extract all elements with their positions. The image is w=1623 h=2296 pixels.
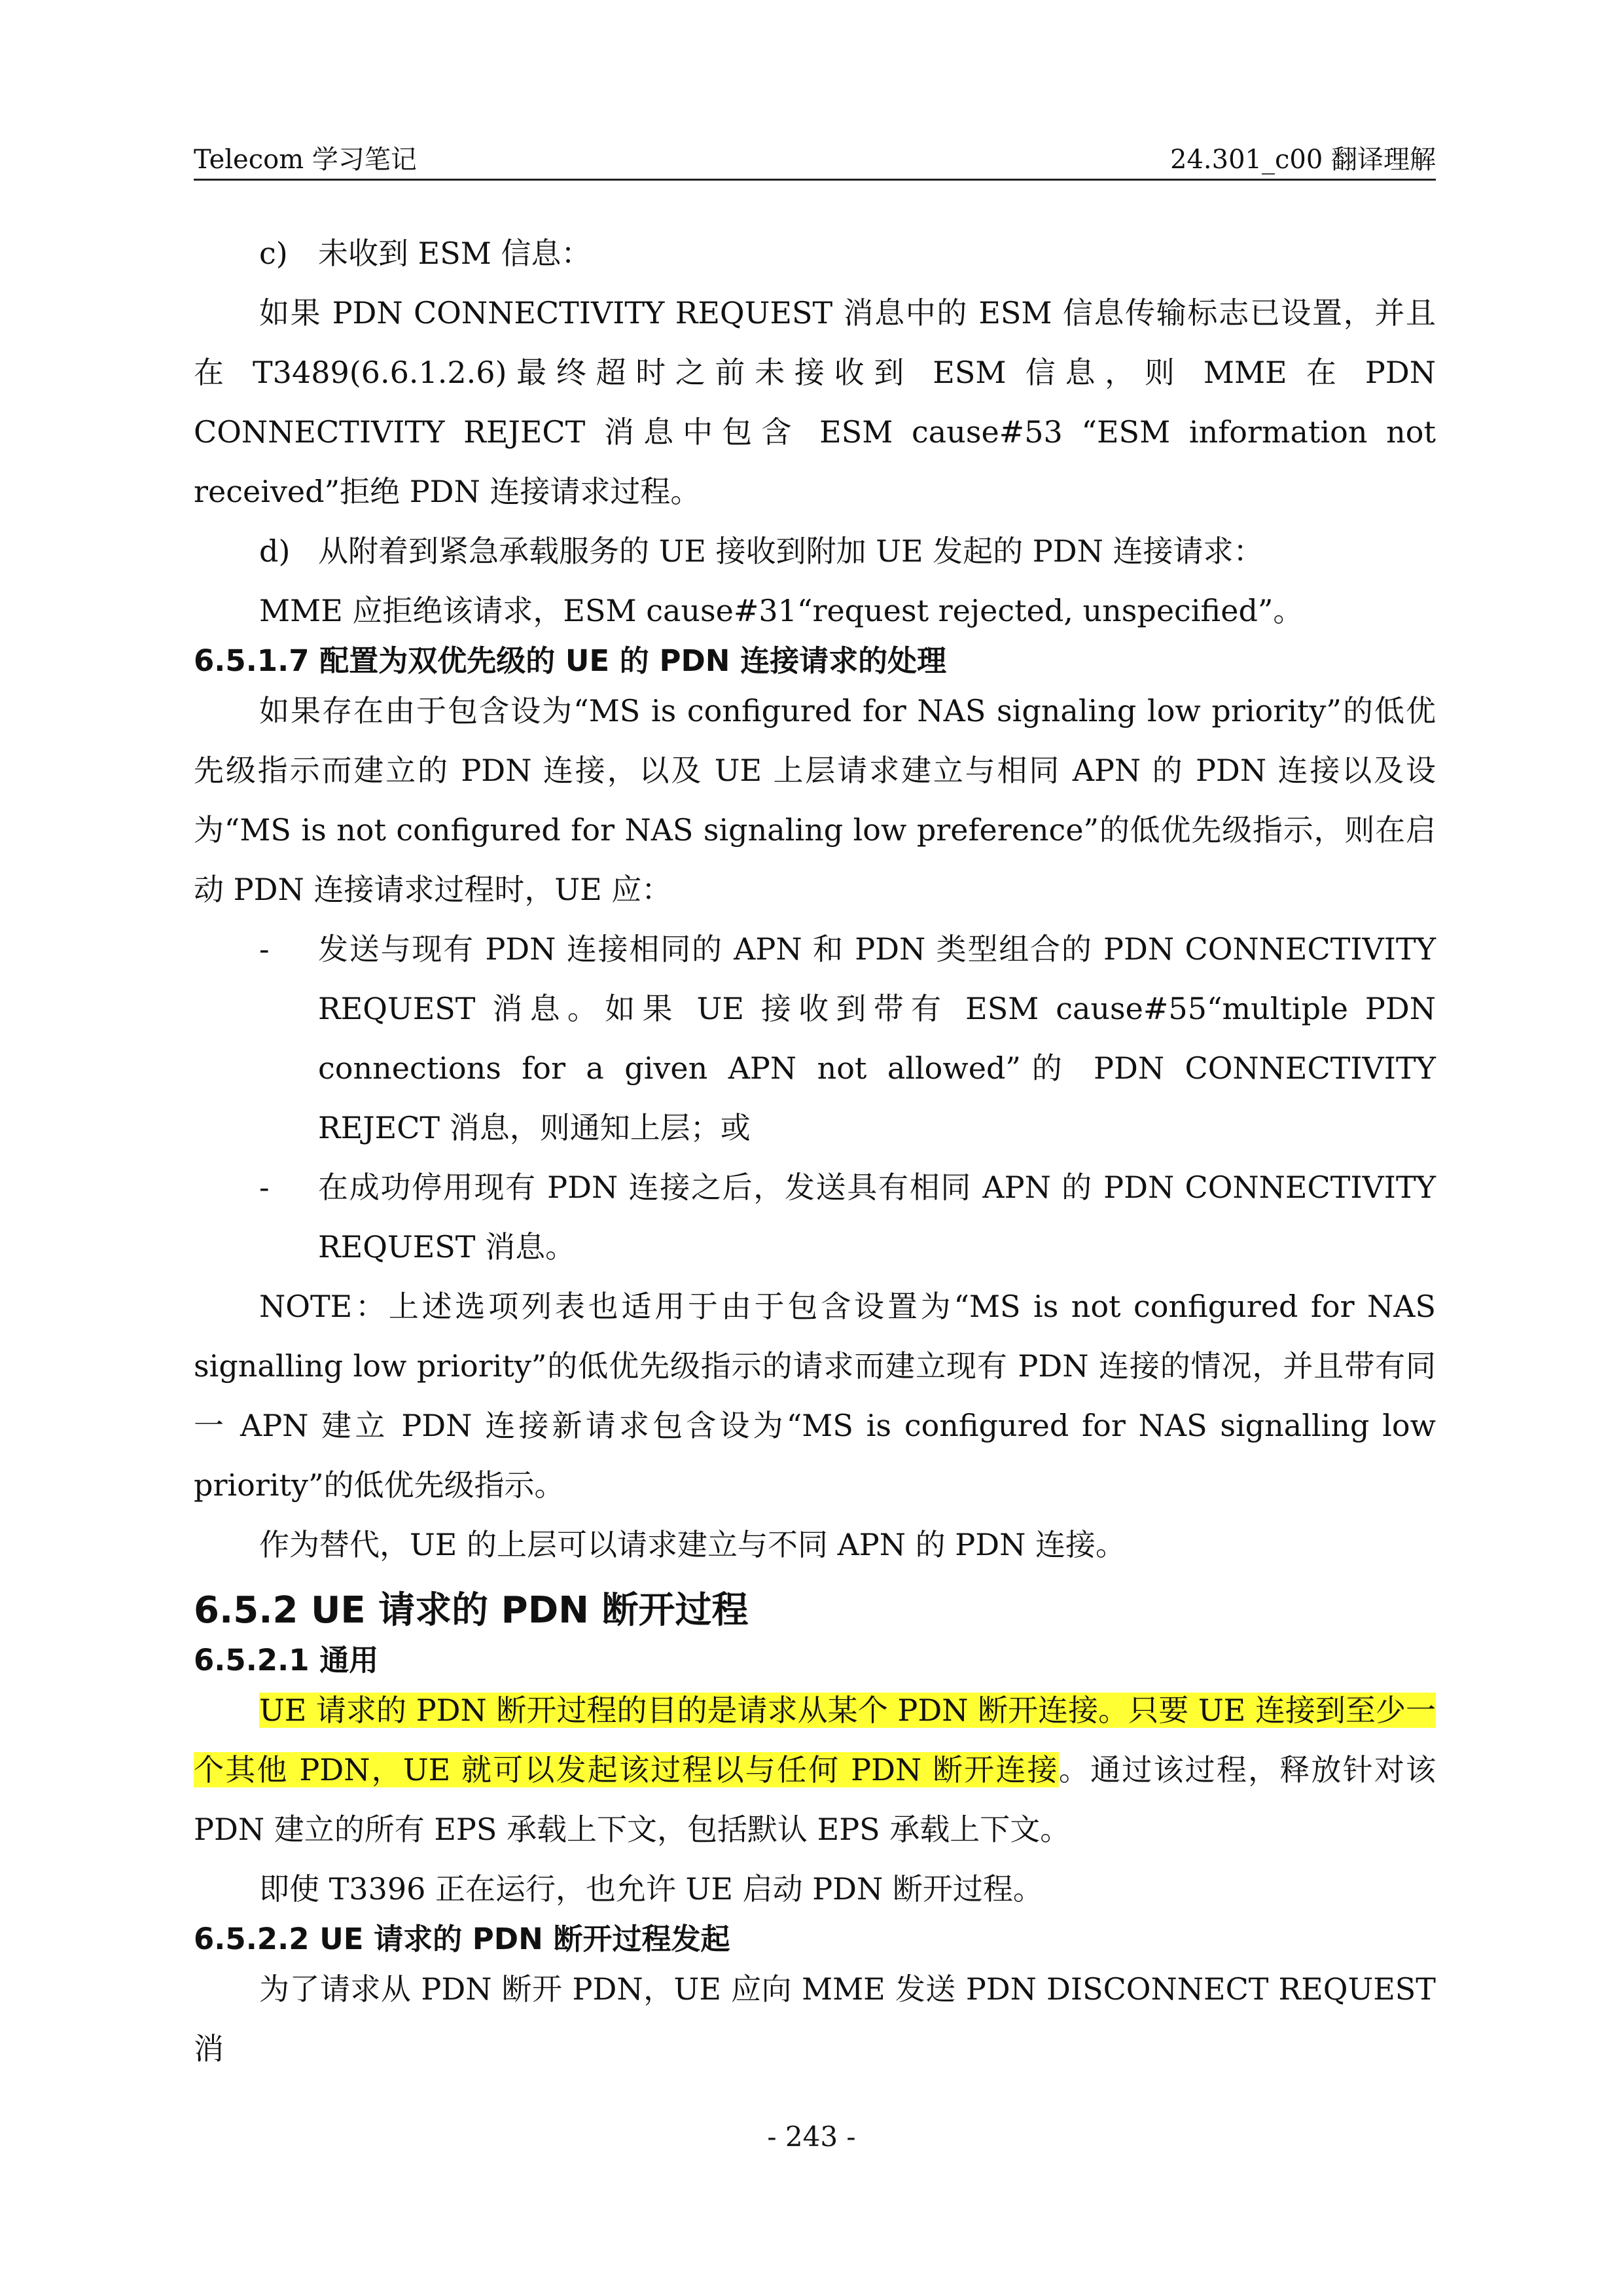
section-heading-6-5-2-1: 6.5.2.1 通用	[194, 1643, 379, 1677]
paragraph-general	[194, 1681, 1436, 1859]
paragraph-mme-reject: MME 应拒绝该请求，ESM cause#31“request rejected, unspecified”。	[259, 593, 1304, 628]
section-heading-6-5-2-2: 6.5.2.2 UE 请求的 PDN 断开过程发起	[194, 1922, 730, 1956]
list-item-c	[194, 224, 1436, 283]
header-doc-id: 24.301_c00 翻译理解	[1170, 145, 1436, 175]
bullet-text: 发送与现有 PDN 连接相同的 APN 和 PDN 类型组合的 PDN CONNECTIVITY REQUEST 消息。如果 UE 接收到带有 ESM cause#55“multiple PDN connections for a given APN not allowed”的 PDN CONNECTIVITY REJECT 消息，则通知上层；或	[318, 931, 1436, 1145]
header-title: Telecom 学习笔记	[194, 145, 417, 175]
bullet-text: 在成功停用现有 PDN 连接之后，发送具有相同 APN 的 PDN CONNECTIVITY REQUEST 消息。	[318, 1170, 1436, 1265]
list-marker: c)	[259, 236, 288, 271]
paragraph-disconnect-request: 为了请求从 PDN 断开 PDN，UE 应向 MME 发送 PDN DISCONNECT REQUEST 消	[194, 1971, 1436, 2066]
bullet-item	[194, 920, 1436, 1158]
section-heading-6-5-2: 6.5.2 UE 请求的 PDN 断开过程	[194, 1589, 749, 1632]
paragraph-t3396: 即使 T3396 正在运行，也允许 UE 启动 PDN 断开过程。	[259, 1871, 1043, 1907]
list-item-label: 未收到 ESM 信息：	[318, 236, 592, 271]
bullet-dash: -	[259, 1170, 270, 1205]
bullet-item	[194, 1158, 1436, 1277]
list-marker: d)	[259, 533, 291, 569]
paragraph-alternative: 作为替代，UE 的上层可以请求建立与不同 APN 的 PDN 连接。	[259, 1527, 1126, 1562]
paragraph-esm-info-not-received: 如果 PDN CONNECTIVITY REQUEST 消息中的 ESM 信息传输标志已设置，并且在 T3489(6.6.1.2.6)最终超时之前未接收到 ESM 信息，则 MME 在 PDN CONNECTIVITY REJECT 消息中包含 ESM cause#53 “ESM information not received”拒绝 PDN 连接请求过程。	[194, 295, 1436, 509]
header-divider	[194, 179, 1436, 181]
note-paragraph: NOTE：上述选项列表也适用于由于包含设置为“MS is not configured for NAS signalling low priority”的低优先级指示的请求而建立现有 PDN 连接的情况，并且带有同一 APN 建立 PDN 连接新请求包含设为“MS is configured for NAS signalling low priority”的低优先级指示。	[194, 1289, 1436, 1503]
highlighted-text: UE 请求的 PDN 断开过程的目的是请求从某个 PDN 断开连接。只要 UE 连接到至少一个其他 PDN，UE 就可以发起该过程以与任何 PDN 断开连接	[194, 1693, 1436, 1787]
section-heading-6-5-1-7: 6.5.1.7 配置为双优先级的 UE 的 PDN 连接请求的处理	[194, 643, 947, 678]
page-number: - 243 -	[767, 2121, 856, 2153]
list-item-label: 从附着到紧急承载服务的 UE 接收到附加 UE 发起的 PDN 连接请求：	[318, 533, 1264, 569]
bullet-dash: -	[259, 931, 270, 967]
paragraph-dual-priority: 如果存在由于包含设为“MS is configured for NAS signaling low priority”的低优先级指示而建立的 PDN 连接，以及 UE 上层请求建立与相同 APN 的 PDN 连接以及设为“MS is not configured for NAS signaling low preference”的低优先级指示，则在启动 PDN 连接请求过程时，UE 应：	[194, 693, 1436, 907]
list-item-d	[194, 522, 1436, 581]
paragraph-continuation: 。通过该过程，释放针对该 PDN 建立的所有 EPS 承载上下文，包括默认 EPS 承载上下文。	[194, 1752, 1436, 1847]
page-body	[194, 224, 1436, 2079]
